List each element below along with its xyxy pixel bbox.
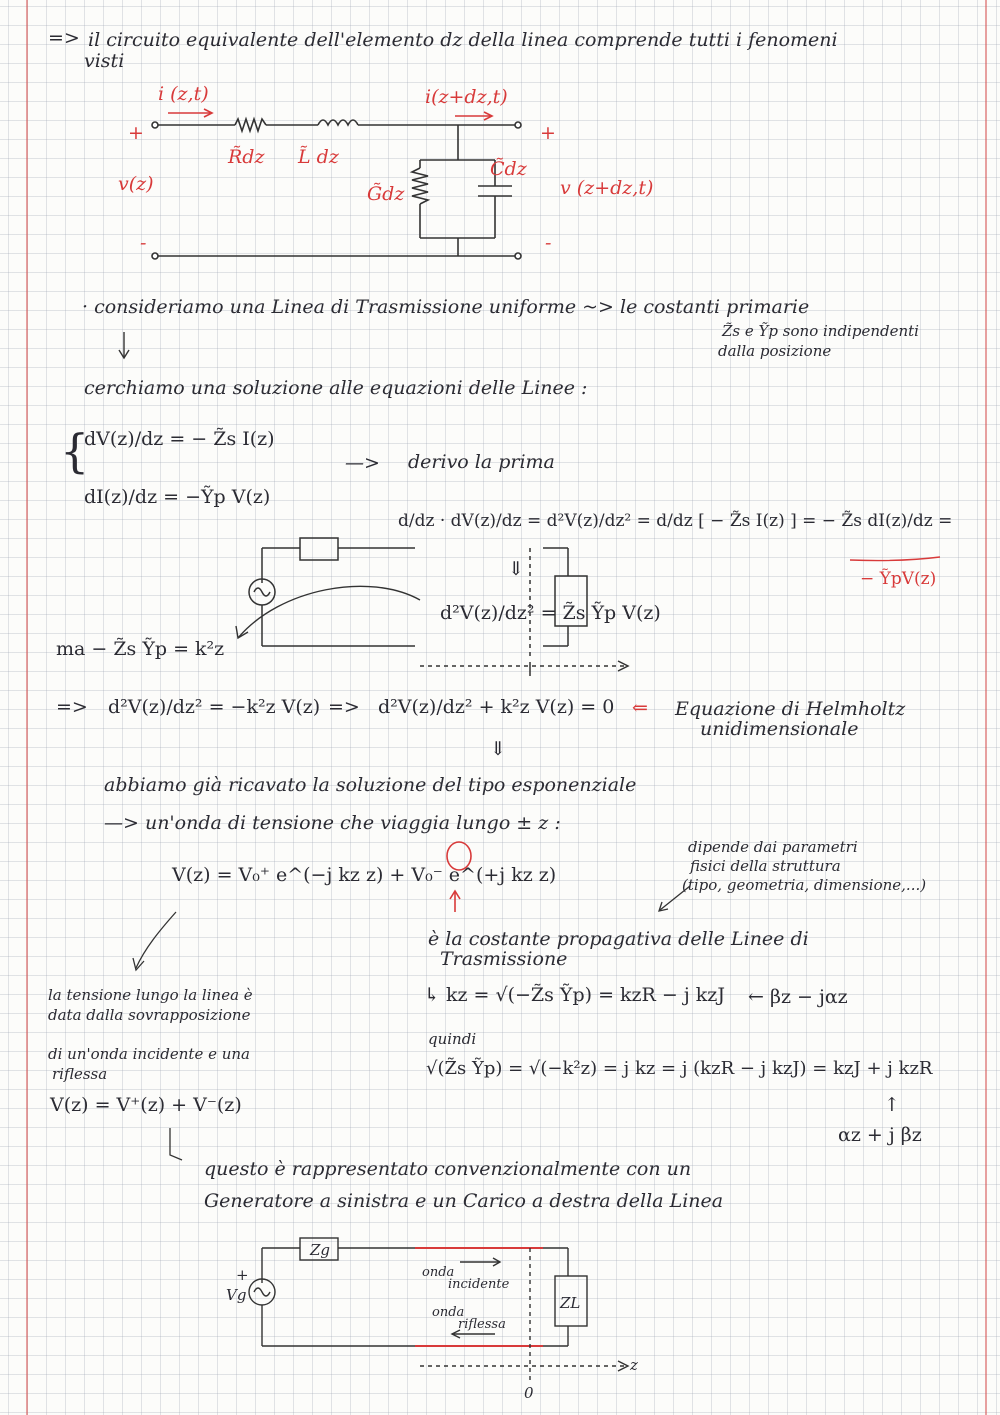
intro-line-2: visti [84, 50, 125, 72]
intro-arrow: => [48, 27, 80, 49]
chain-equation: d/dz · dV(z)/dz = d²V(z)/dz² = d/dz [ − Z̃s I(z) ] = − Z̃s dI(z)/dz = [398, 511, 953, 531]
minus-left: - [140, 232, 147, 254]
inductor-label: L̃ dz [298, 146, 339, 168]
voltage-out-label: v (z+dz,t) [560, 177, 654, 199]
current-out-label: i(z+dz,t) [425, 86, 508, 108]
conductance-label: G̃dz [367, 183, 405, 205]
equation-1: dV(z)/dz = − Z̃s I(z) [84, 428, 275, 450]
consider-note-2: dalla posizione [718, 342, 832, 360]
rlgc-circuit-schematic [152, 119, 521, 259]
implies-1: => [56, 696, 88, 718]
vg-label: Vg [226, 1286, 247, 1304]
helmholtz-label-1: Equazione di Helmholtz [675, 698, 906, 720]
plus-left: + [128, 122, 144, 144]
superposition-4: riflessa [52, 1065, 108, 1083]
capacitor-label: C̃dz [490, 158, 527, 180]
second-order-result: d²V(z)/dz² = Z̃s Ỹp V(z) [440, 602, 661, 624]
superposition-1: la tensione lungo la linea è [48, 986, 253, 1004]
consider-text: · consideriamo una Linea di Trasmissione uniforme ~> le costanti primarie [82, 296, 810, 318]
up-arrow: ↑ [884, 1094, 900, 1116]
incident-wave-2: incidente [448, 1277, 510, 1292]
vg-plus: + [236, 1266, 249, 1284]
depends-note-3: (tipo, geometria, dimensione,...) [682, 876, 927, 894]
generator-line-2: Generatore a sinistra e un Carico a destra della Linea [204, 1190, 724, 1212]
zl-label: ZL [560, 1294, 581, 1312]
kz-label-2: Trasmissione [440, 948, 568, 970]
reflected-wave-2: riflessa [458, 1317, 506, 1332]
superposition-3: di un'onda incidente e una [48, 1045, 250, 1063]
system-brace: { [60, 424, 90, 478]
depends-note-1: dipende dai parametri [688, 838, 858, 856]
alpha-beta: αz + j βz [838, 1124, 922, 1146]
superposition-equation: V(z) = V⁺(z) + V⁻(z) [50, 1094, 242, 1116]
helmholtz-label-2: unidimensionale [700, 718, 859, 740]
quindi-label: quindi [428, 1030, 477, 1048]
z-axis-label: z [630, 1356, 638, 1374]
intro-line-1: il circuito equivalente dell'elemento dz della linea comprende tutti i fenomeni [88, 29, 838, 51]
current-arrows [168, 109, 492, 120]
depends-note-2: fisici della struttura [690, 857, 841, 875]
implies-2: => [328, 696, 360, 718]
current-in-label: i (z,t) [158, 83, 209, 105]
voltage-in-label: v(z) [118, 173, 154, 195]
zg-label: Zg [310, 1241, 331, 1259]
down-arrow-2: ⇓ [490, 738, 506, 760]
search-solution: cerchiamo una soluzione alle equazioni delle Linee : [84, 377, 588, 399]
helmholtz-arrow: ⇐ [632, 697, 648, 719]
ma-kz-definition: ma − Z̃s Ỹp = k²z [56, 638, 225, 660]
consider-note-1: Z̃s e Ỹp sono indipendenti [722, 322, 919, 340]
equation-2: dI(z)/dz = −Ỹp V(z) [84, 486, 271, 508]
kz-equation: ↳ kz = √(−Z̃s Ỹp) = kzR − j kzJ [424, 984, 725, 1006]
solution-line-1: abbiamo già ricavato la soluzione del tipo esponenziale [104, 774, 637, 796]
generator-line-1: questo è rappresentato convenzionalmente con un [204, 1158, 692, 1180]
solution-line-2: —> un'onda di tensione che viaggia lungo ± z : [104, 812, 561, 834]
plus-right: + [540, 122, 556, 144]
reflected-wave-1: onda [432, 1305, 465, 1320]
down-arrow-1: ⇓ [508, 558, 524, 580]
chain-note: − ỸpV(z) [860, 569, 937, 589]
resistor-label: R̃dz [228, 146, 265, 168]
wave-solution: V(z) = V₀⁺ e^(−j kz z) + V₀⁻ e^(+j kz z) [172, 864, 557, 886]
minus-right: - [545, 232, 552, 254]
superposition-2: data dalla sovrapposizione [48, 1006, 251, 1024]
kz-beta-alpha: ← βz − jαz [748, 986, 848, 1008]
origin-label: 0 [524, 1384, 534, 1402]
helmholtz-equation: d²V(z)/dz² + k²z V(z) = 0 [378, 696, 615, 718]
equations-arrow: —> [345, 452, 380, 474]
incident-wave-1: onda [422, 1265, 455, 1280]
kz-label-1: è la costante propagativa delle Linee di [428, 928, 809, 950]
derivo-text: derivo la prima [408, 451, 555, 473]
curved-arrow-ma [238, 586, 420, 638]
down-arrow-consider [119, 332, 129, 358]
helmholtz-step: d²V(z)/dz² = −k²z V(z) [108, 696, 321, 718]
sqrt-equation: √(Z̃s Ỹp) = √(−k²z) = j kz = j (kzR − j kzJ) = kzJ + j kzR [426, 1058, 933, 1079]
